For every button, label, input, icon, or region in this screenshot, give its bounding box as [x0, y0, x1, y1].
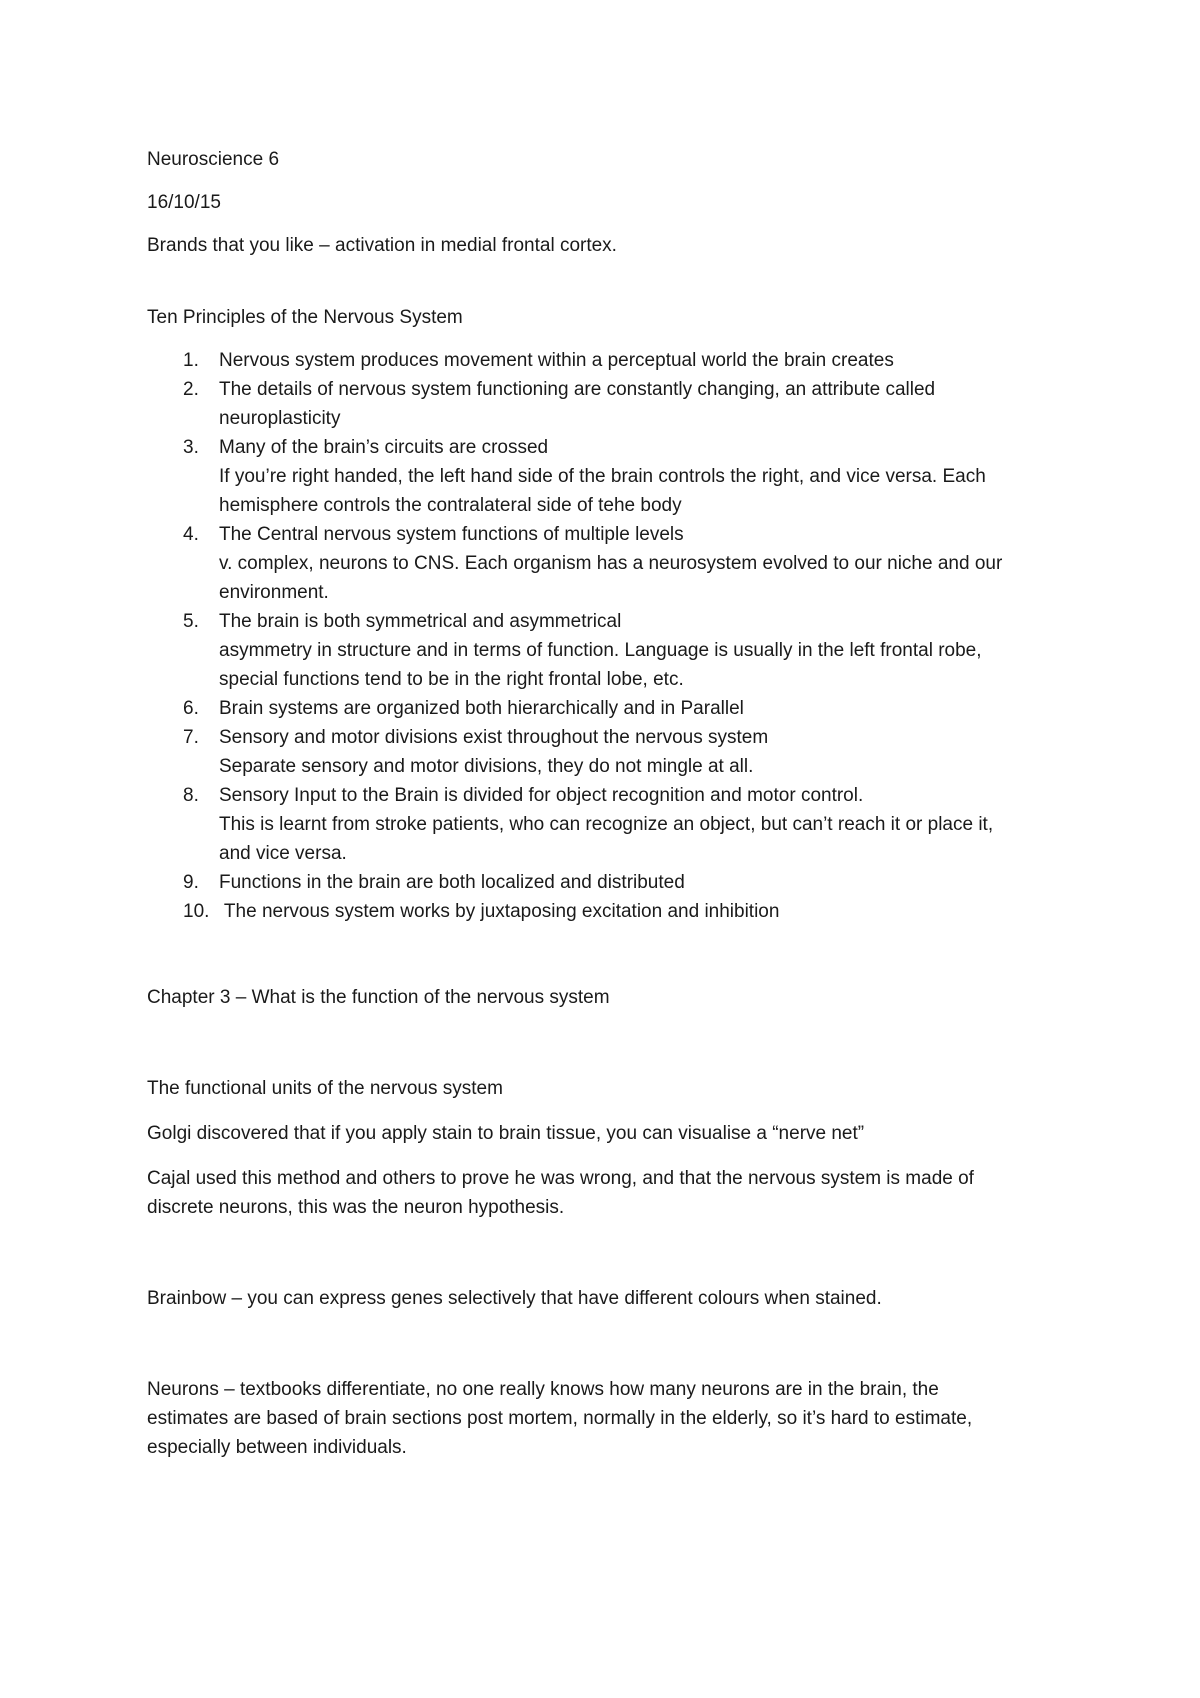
item-text: Many of the brain’s circuits are crossed [219, 437, 549, 458]
list-number: 1. [183, 350, 199, 371]
neurons-paragraph [147, 1375, 1067, 1462]
list-item [147, 781, 1067, 868]
list-number: 5. [183, 611, 199, 632]
item-note: asymmetry in structure and in terms of function. Language is usually in the left frontal robe, [219, 640, 982, 661]
item-text: Brain systems are organized both hierarchically and in Parallel [219, 698, 744, 719]
item-text: The nervous system works by juxtaposing excitation and inhibition [219, 901, 780, 922]
list-item [147, 346, 1067, 375]
list-number: 7. [183, 727, 199, 748]
list-item [147, 433, 1067, 520]
item-text: The details of nervous system functioning are constantly changing, an attribute called [219, 379, 936, 400]
list-item [147, 607, 1067, 694]
item-text: Functions in the brain are both localized and distributed [219, 872, 685, 893]
list-item [147, 723, 1067, 781]
item-text: The brain is both symmetrical and asymmetrical [219, 611, 622, 632]
item-note: If you’re right handed, the left hand side of the brain controls the right, and vice versa. Each [219, 466, 986, 487]
list-item [147, 375, 1067, 433]
paragraph-line: discrete neurons, this was the neuron hypothesis. [147, 1197, 565, 1218]
item-text: Nervous system produces movement within a perceptual world the brain creates [219, 350, 894, 371]
item-note: Separate sensory and motor divisions, they do not mingle at all. [219, 756, 754, 777]
paragraph-line: estimates are based of brain sections post mortem, normally in the elderly, so it’s hard to estimate, [147, 1408, 973, 1429]
item-note: This is learnt from stroke patients, who can recognize an object, but can’t reach it or place it, [219, 814, 994, 835]
list-item [147, 897, 1067, 926]
intro-paragraph: Brands that you like – activation in medial frontal cortex. [147, 235, 617, 256]
list-number: 6. [183, 698, 199, 719]
item-text: Sensory and motor divisions exist throughout the nervous system [219, 727, 769, 748]
list-number: 4. [183, 524, 199, 545]
doc-title: Neuroscience 6 [147, 149, 280, 170]
paragraph-line: Neurons – textbooks differentiate, no one really knows how many neurons are in the brain, the [147, 1379, 939, 1400]
principles-heading: Ten Principles of the Nervous System [147, 307, 463, 328]
paragraph-line: Cajal used this method and others to prove he was wrong, and that the nervous system is made of [147, 1168, 974, 1189]
golgi-paragraph: Golgi discovered that if you apply stain to brain tissue, you can visualise a “nerve net” [147, 1123, 865, 1144]
list-item [147, 520, 1067, 607]
list-number: 2. [183, 379, 199, 400]
item-note: special functions tend to be in the right frontal lobe, etc. [219, 669, 684, 690]
item-note: and vice versa. [219, 843, 347, 864]
item-text: The Central nervous system functions of multiple levels [219, 524, 684, 545]
item-note: environment. [219, 582, 329, 603]
brainbow-paragraph: Brainbow – you can express genes selectively that have different colours when stained. [147, 1288, 882, 1309]
item-note: v. complex, neurons to CNS. Each organism has a neurosystem evolved to our niche and our [219, 553, 1003, 574]
item-text: Sensory Input to the Brain is divided for object recognition and motor control. [219, 785, 864, 806]
list-number: 3. [183, 437, 199, 458]
list-number: 10. [183, 901, 210, 922]
chapter-heading: Chapter 3 – What is the function of the nervous system [147, 987, 610, 1008]
item-text: neuroplasticity [219, 408, 341, 429]
list-number: 9. [183, 872, 199, 893]
document-page [147, 145, 1067, 1462]
cajal-paragraph [147, 1164, 1067, 1222]
item-note: hemisphere controls the contralateral side of tehe body [219, 495, 682, 516]
doc-date: 16/10/15 [147, 192, 221, 213]
list-item [147, 694, 1067, 723]
functional-units-heading: The functional units of the nervous system [147, 1078, 503, 1099]
list-number: 8. [183, 785, 199, 806]
principles-list [147, 346, 1067, 926]
paragraph-line: especially between individuals. [147, 1437, 407, 1458]
list-item [147, 868, 1067, 897]
